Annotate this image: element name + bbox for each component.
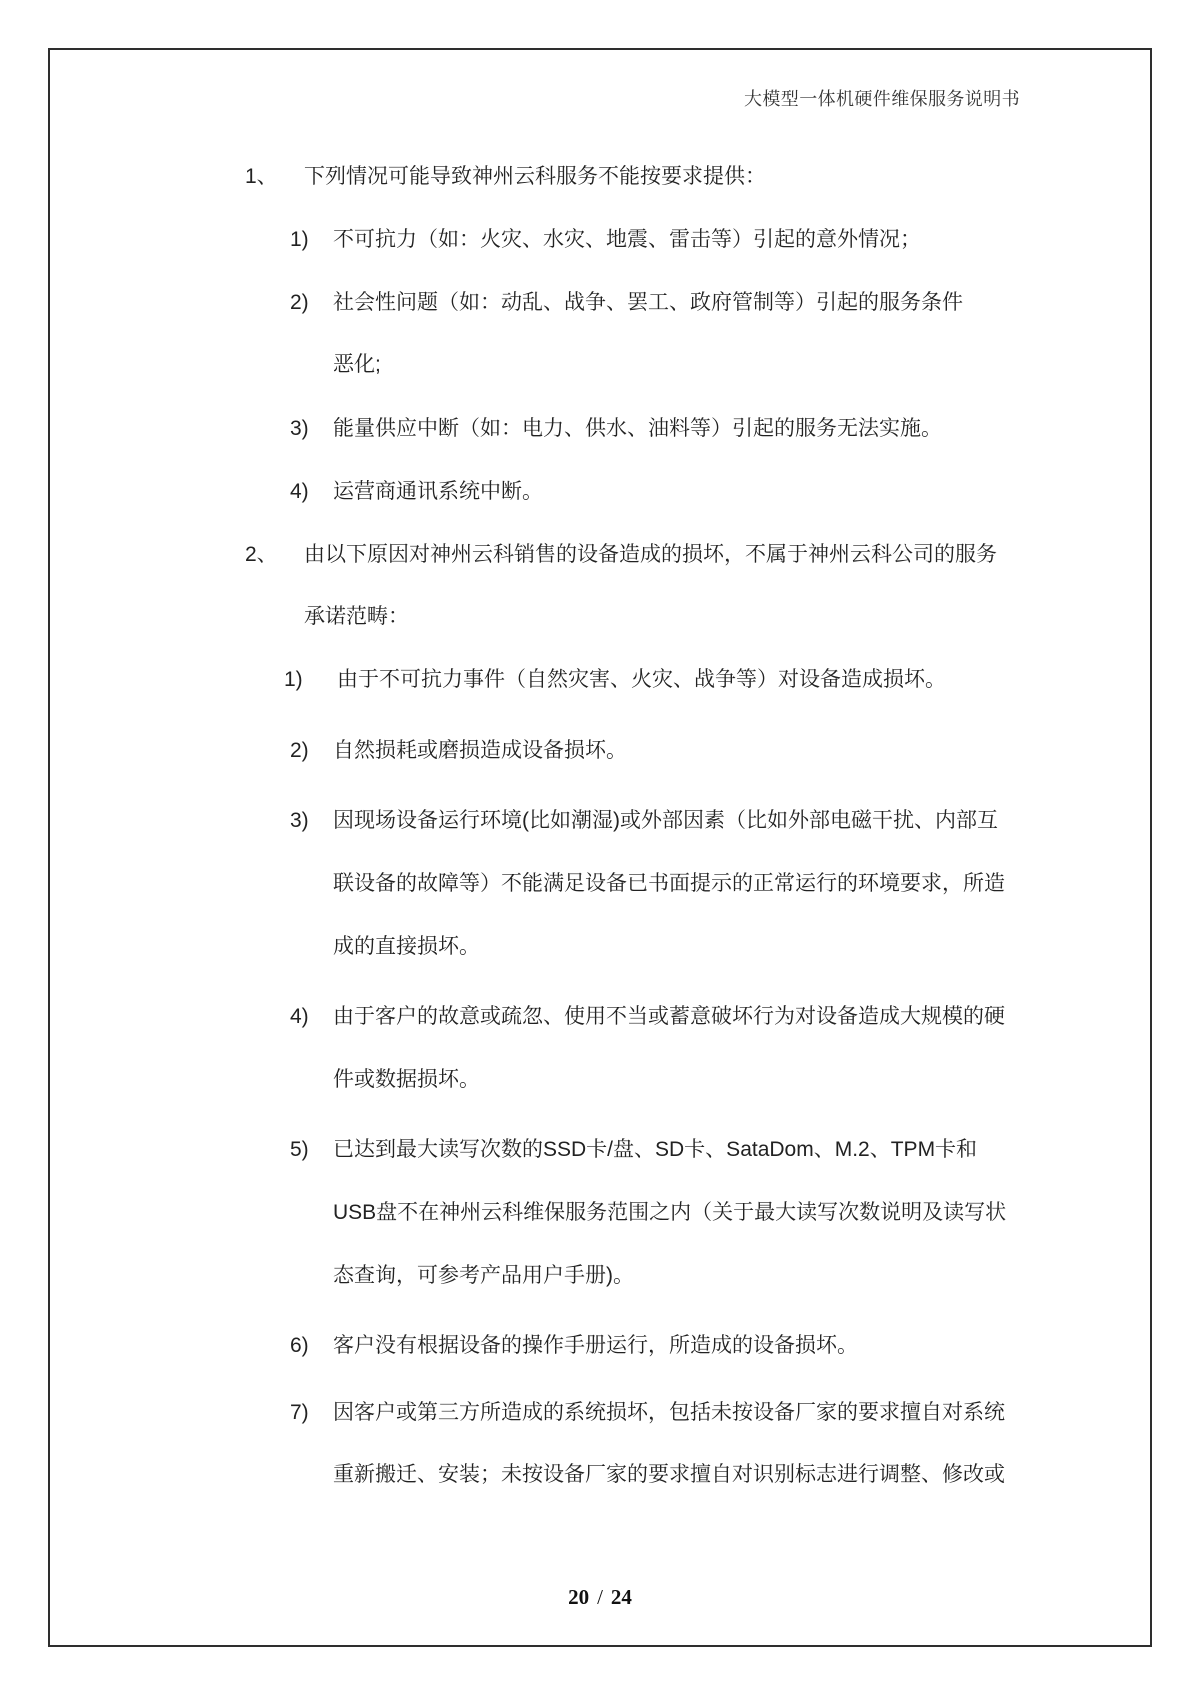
item-2-1-marker: 1) [284,668,303,691]
item-1-2-line-1 [0,289,1200,317]
section-1-title: 下列情况可能导致神州云科服务不能按要求提供： [304,165,766,188]
document-header-title: 大模型一体机硬件维保服务说明书 [744,89,1020,109]
section-2-title-line-1 [0,541,1200,569]
section-2-title-cont: 承诺范畴： [304,605,409,628]
item-2-2-text: 自然损耗或磨损造成设备损坏。 [333,739,627,762]
item-2-7-line-1 [0,1399,1200,1427]
item-2-5-line-1 [0,1136,1200,1164]
page-number-separator: / [597,1585,603,1609]
item-2-4-line-1 [0,1003,1200,1031]
item-2-3-marker: 3) [290,809,309,832]
item-2-5-line-3 [0,1262,1200,1290]
item-1-2-marker: 2) [290,291,309,314]
page-number-footer [0,1585,1200,1610]
item-2-2-marker: 2) [290,739,309,762]
section-2-marker: 2、 [245,543,278,566]
item-2-3-text-cont-2: 成的直接损坏。 [333,935,480,958]
item-2-3-text-cont-1: 联设备的故障等）不能满足设备已书面提示的正常运行的环境要求，所造 [333,872,1005,895]
item-2-6-marker: 6) [290,1334,309,1357]
item-2-6-line-1 [0,1332,1200,1360]
item-2-5-marker: 5) [290,1138,309,1161]
item-2-7-marker: 7) [290,1401,309,1424]
item-1-3-marker: 3) [290,417,309,440]
item-1-4-line-1 [0,478,1200,506]
item-2-5-text-cont-2: 态查询，可参考产品用户手册)。 [333,1264,634,1287]
item-2-4-line-2 [0,1066,1200,1094]
section-1-marker: 1、 [245,165,278,188]
item-2-4-marker: 4) [290,1005,309,1028]
item-2-7-text: 因客户或第三方所造成的系统损坏，包括未按设备厂家的要求擅自对系统 [333,1401,1005,1424]
item-1-1-text: 不可抗力（如：火灾、水灾、地震、雷击等）引起的意外情况； [333,228,921,251]
item-2-4-text: 由于客户的故意或疏忽、使用不当或蓄意破坏行为对设备造成大规模的硬 [333,1005,1005,1028]
item-2-3-line-2 [0,870,1200,898]
item-2-1-text: 由于不可抗力事件（自然灾害、火灾、战争等）对设备造成损坏。 [337,668,946,691]
item-1-2-line-2 [0,351,1200,379]
item-2-1-line-1 [0,666,1200,694]
item-2-5-text-cont-1: USB盘不在神州云科维保服务范围之内（关于最大读写次数说明及读写状 [333,1201,1007,1224]
item-1-2-text: 社会性问题（如：动乱、战争、罢工、政府管制等）引起的服务条件 [333,291,963,314]
item-2-3-line-1 [0,807,1200,835]
page-number-total: 24 [610,1585,632,1609]
item-2-7-line-2 [0,1461,1200,1489]
item-2-4-text-cont: 件或数据损坏。 [333,1068,480,1091]
item-1-2-text-cont: 恶化; [333,353,381,376]
item-2-5-text: 已达到最大读写次数的SSD卡/盘、SD卡、SataDom、M.2、TPM卡和 [333,1138,978,1161]
item-1-3-line-1 [0,415,1200,443]
section-2-title: 由以下原因对神州云科销售的设备造成的损坏，不属于神州云科公司的服务 [304,543,997,566]
item-2-6-text: 客户没有根据设备的操作手册运行，所造成的设备损坏。 [333,1334,858,1357]
item-2-3-text: 因现场设备运行环境(比如潮湿)或外部因素（比如外部电磁干扰、内部互 [333,809,998,832]
item-2-2-line-1 [0,737,1200,765]
item-2-3-line-3 [0,933,1200,961]
item-1-3-text: 能量供应中断（如：电力、供水、油料等）引起的服务无法实施。 [333,417,942,440]
item-1-1-line-1 [0,226,1200,254]
item-1-1-marker: 1) [290,228,309,251]
item-2-5-line-2 [0,1199,1200,1227]
item-1-4-marker: 4) [290,480,309,503]
section-1-title-line [0,163,1200,191]
item-2-7-text-cont: 重新搬迁、安装；未按设备厂家的要求擅自对识别标志进行调整、修改或 [333,1463,1005,1486]
item-1-4-text: 运营商通讯系统中断。 [333,480,543,503]
page-number-current: 20 [568,1585,590,1609]
section-2-title-line-2 [0,603,1200,631]
